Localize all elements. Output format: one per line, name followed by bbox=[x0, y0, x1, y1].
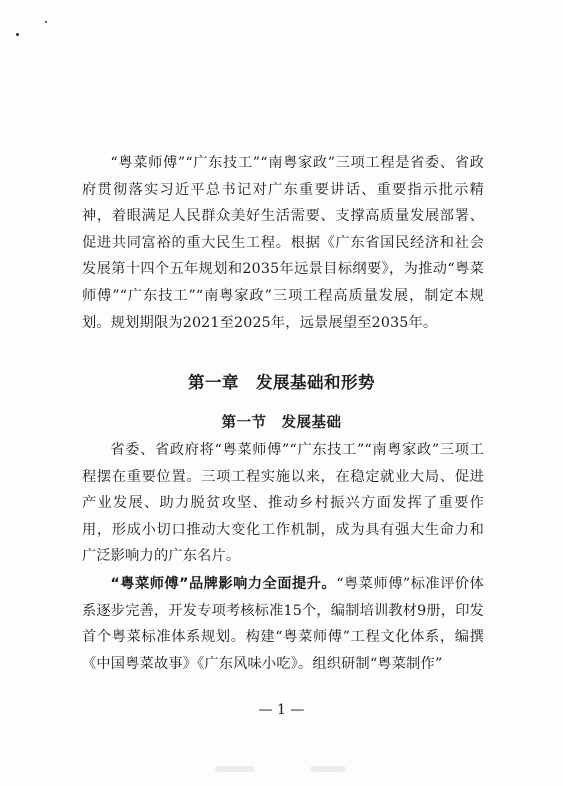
scan-smudge bbox=[215, 766, 255, 772]
body-paragraph-2 bbox=[82, 571, 484, 677]
page-number: — 1 — bbox=[258, 702, 305, 718]
scan-smudge bbox=[310, 766, 346, 772]
body-paragraph-1: 省委、省政府将“粤菜师傅”“广东技工”“南粤家政”三项工程摆在重要位置。三项工程实施以来，在稳定就业大局、促进产业发展、助力脱贫攻坚、推动乡村振兴方面发挥了重要作用，形成小切口推动大变化工作机制，成为具有强大生命力和广泛影响力的广东名片。 bbox=[82, 442, 484, 565]
scan-speck bbox=[16, 33, 19, 36]
paragraph-lead-sentence: “粤菜师傅”品牌影响力全面提升。 bbox=[110, 576, 337, 592]
section-title: 第一节 发展基础 bbox=[221, 414, 342, 431]
scan-speck bbox=[45, 21, 47, 23]
paragraph-body-text: “粤菜师傅”标准评价体系逐步完善，开发专项考核标准15个，编制培训教材9册，印发首个粤菜标准体系规划。构建“粤菜师傅”工程文化体系，编撰《中国粤菜故事》《广东风味小吃》。组织研制“粤菜制作” bbox=[82, 576, 484, 672]
chapter-title: 第一章 发展基础和形势 bbox=[188, 373, 375, 392]
intro-paragraph: “粤菜师傅”“广东技工”“南粤家政”三项工程是省委、省政府贯彻落实习近平总书记对广东重要讲话、重要指示批示精神，着眼满足人民群众美好生活需要、支撑高质量发展部署、促进共同富裕的重大民生工程。根据《广东省国民经济和社会发展第十四个五年规划和2035年远景目标纲要》，为推动“粤菜师傅”“广东技工”“南粤家政”三项工程高质量发展，制定本规划。规划期限为2021至2025年，远景展望至2035年。 bbox=[82, 155, 484, 331]
